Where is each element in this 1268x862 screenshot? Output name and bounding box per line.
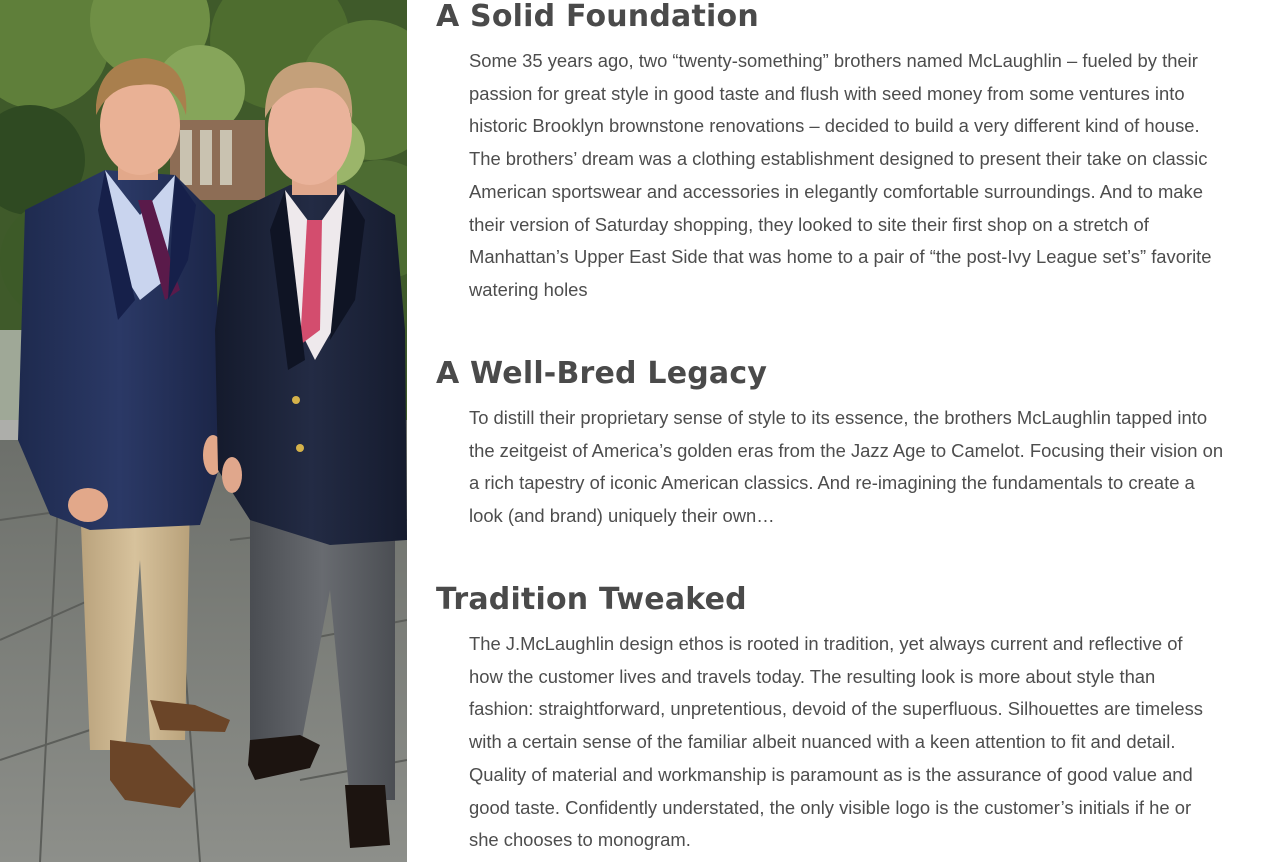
section-body (469, 624, 1259, 857)
section-body (469, 398, 1259, 533)
body-line: watering holes (469, 278, 588, 300)
section-well-bred-legacy (436, 350, 1256, 533)
body-line: The J.McLaughlin design ethos is rooted in tradition, yet always current and reflective of (469, 633, 1183, 654)
section-heading: Tradition Tweaked (436, 582, 747, 617)
body-line: a rich tapestry of iconic American classics. And re-imagining the fundamentals to create a (469, 472, 1195, 494)
body-line: American sportswear and accessories in elegantly comfortable surroundings. And to make (469, 180, 1203, 202)
section-solid-foundation (436, 0, 1256, 307)
body-line: the zeitgeist of America’s golden eras from the Jazz Age to Camelot. Focusing their vision on (469, 439, 1224, 461)
body-line: Quality of material and workmanship is paramount as is the assurance of good value and (469, 763, 1193, 785)
body-line: Some 35 years ago, two “twenty-something” brothers named McLaughlin – fueled by their (469, 50, 1198, 71)
body-line: The brothers’ dream was a clothing establishment designed to present their take on classic (469, 148, 1208, 170)
about-content (436, 0, 1256, 862)
section-body (469, 41, 1259, 307)
body-line: passion for great style in good taste and flush with seed money from some ventures into (469, 82, 1185, 104)
body-line: Manhattan’s Upper East Side that was home to a pair of “the post-Ivy League set’s” favorite (469, 246, 1212, 268)
body-line: good taste. Confidently understated, the only visible logo is the customer’s initials if he or (469, 796, 1192, 818)
section-heading: A Well-Bred Legacy (436, 356, 768, 391)
body-line: how the customer lives and travels today. The resulting look is more about style than (469, 665, 1156, 687)
body-line: with a certain sense of the familiar albeit nuanced with a keen attention to fit and detail. (469, 731, 1176, 753)
body-line: she chooses to monogram. (469, 829, 691, 851)
body-line: fashion: straightforward, unpretentious, devoid of the superfluous. Silhouettes are timeless (469, 698, 1204, 720)
section-tradition-tweaked (436, 576, 1256, 857)
body-line: historic Brooklyn brownstone renovations – decided to build a very different kind of house. (469, 115, 1200, 137)
body-line: To distill their proprietary sense of style to its essence, the brothers McLaughlin tapped into (469, 407, 1208, 428)
founders-photo (0, 0, 407, 862)
body-line: look (and brand) uniquely their own… (469, 505, 775, 527)
body-line: their version of Saturday shopping, they looked to site their first shop on a stretch of (469, 213, 1149, 235)
section-heading: A Solid Foundation (436, 0, 759, 34)
